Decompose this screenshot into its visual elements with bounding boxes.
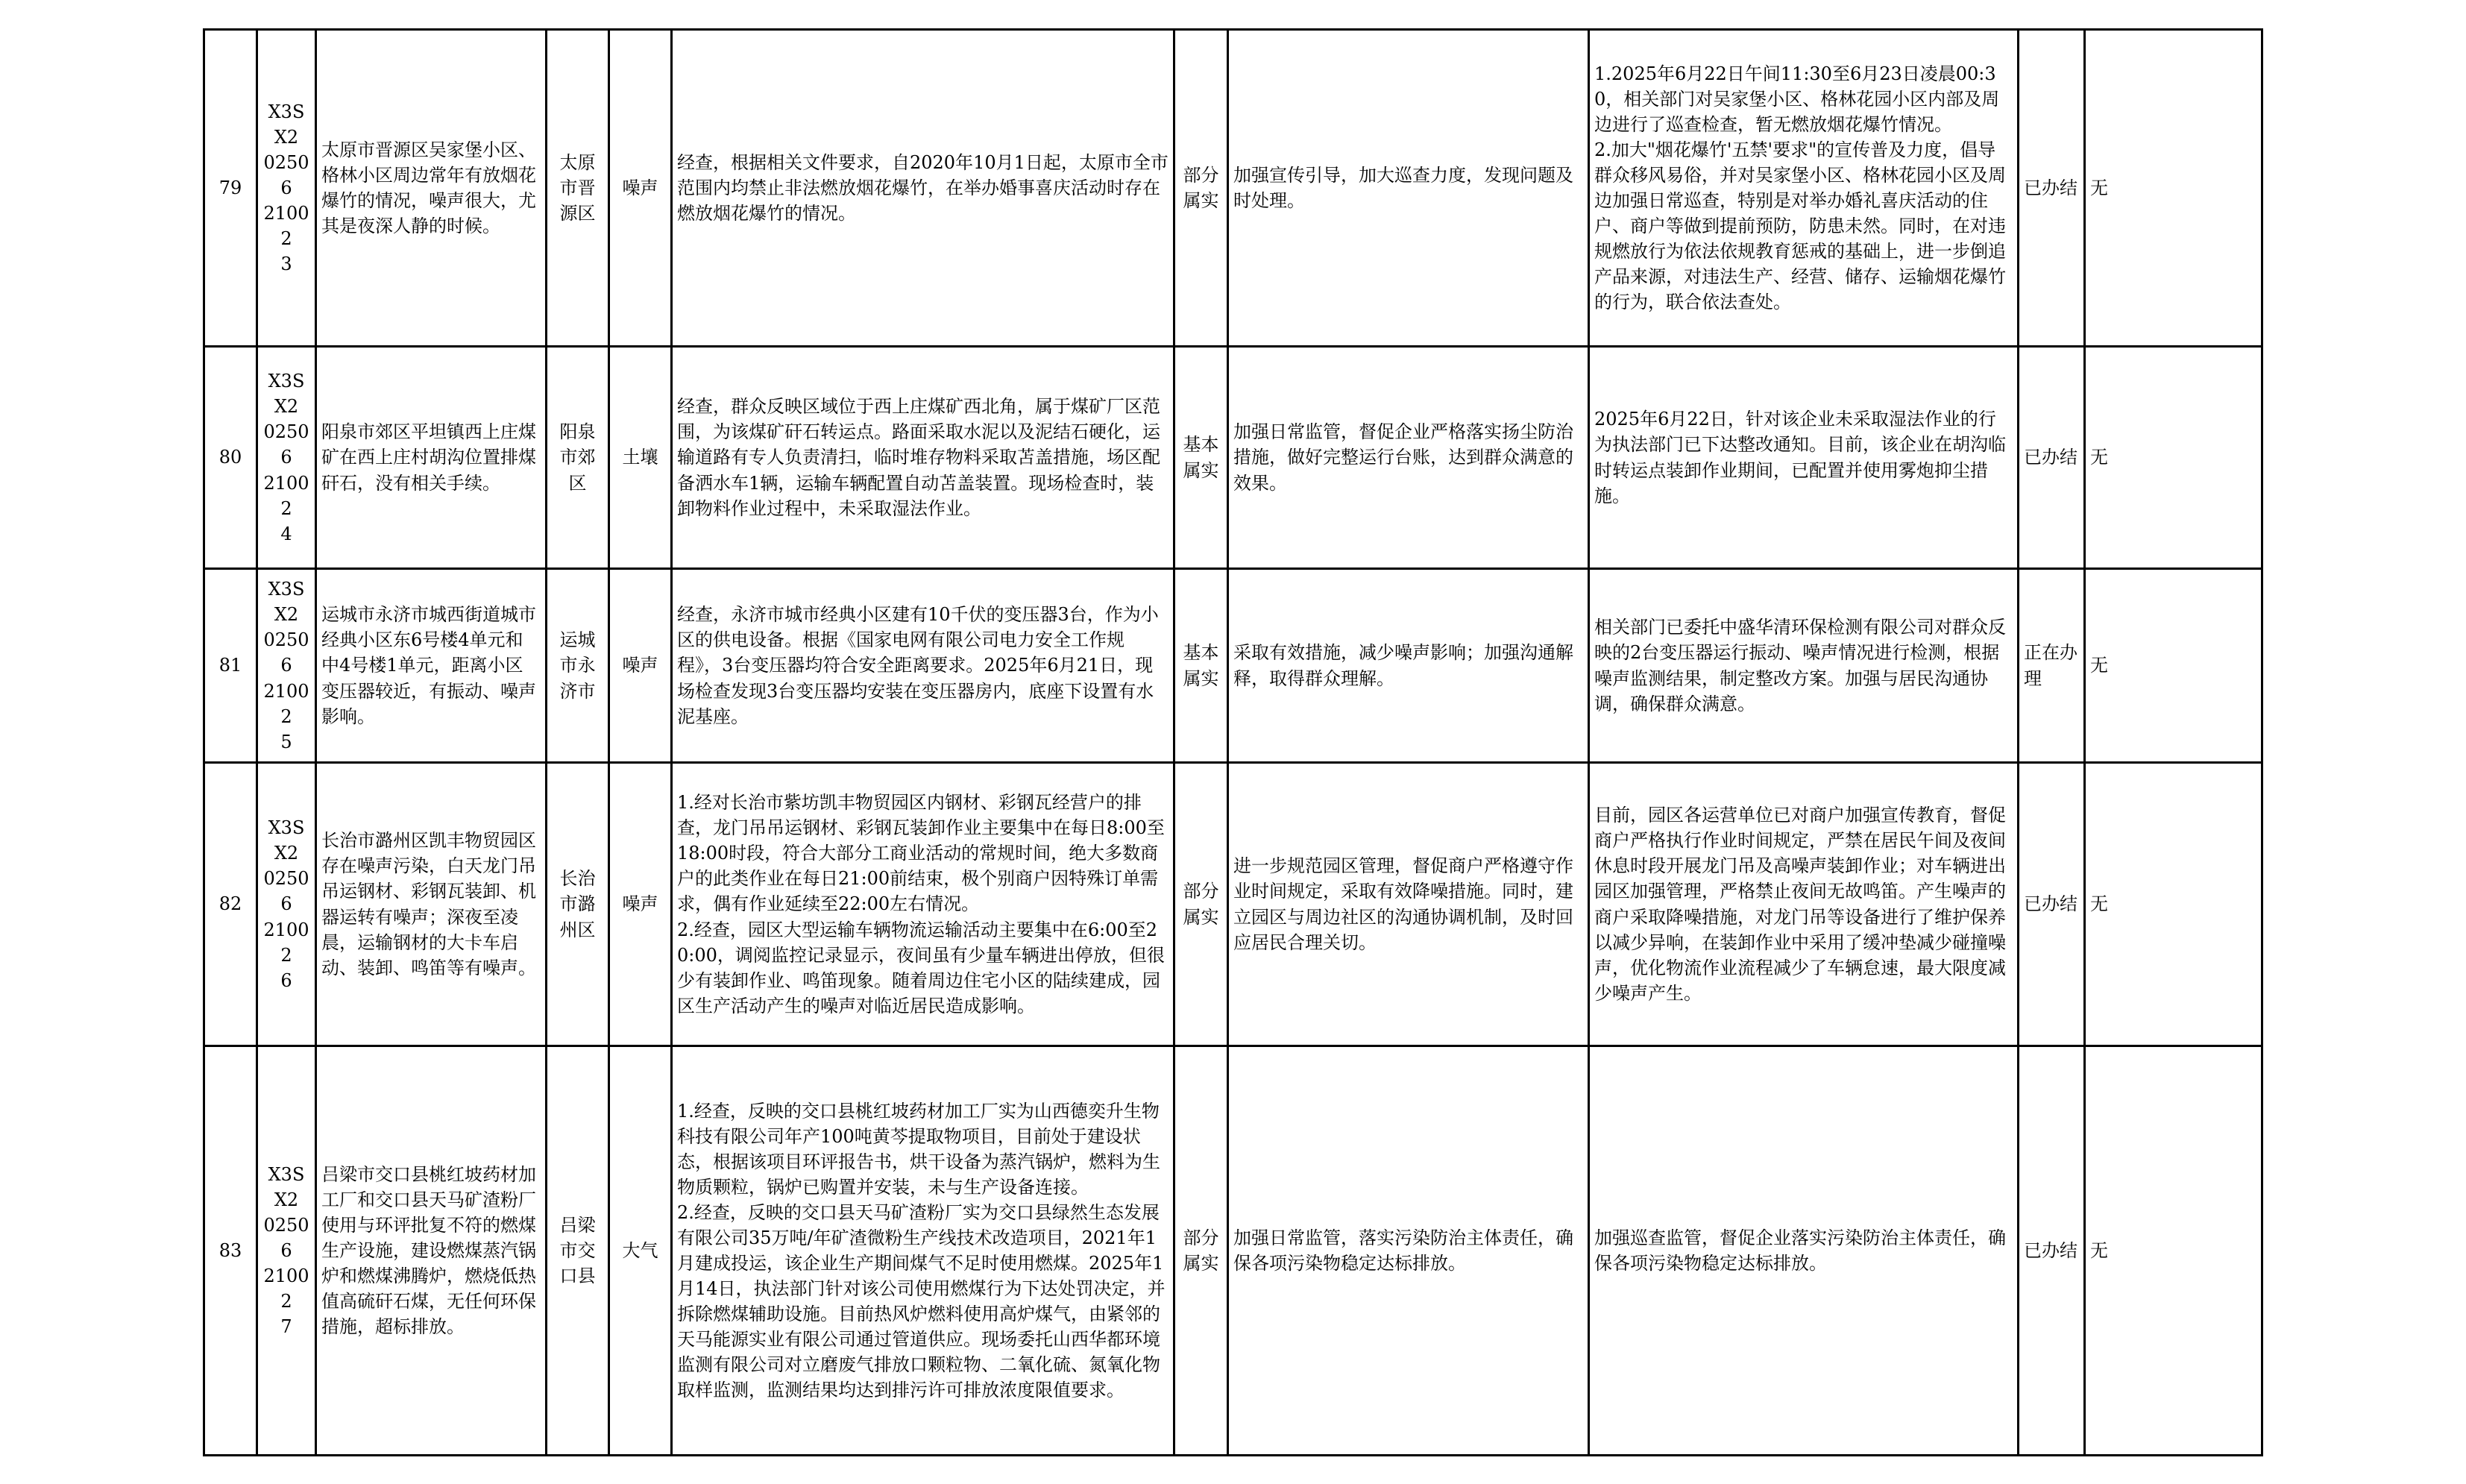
row-number: 83 (218, 1239, 242, 1261)
investigation-result: 经查，永济市城市经典小区建有10千伏的变压器3台，作为小区的供电设备。根据《国家电网有限公司电力安全工作规程》，3台变压器均符合安全距离要求。2025年6月21日，现场检查发现3台变压器均安装在变压器房内，底座下设置有水泥基座。 (677, 604, 1159, 727)
handling-status: 已办结 (2024, 177, 2077, 198)
rectification-progress-cell (1589, 1046, 2019, 1456)
row-number-cell (204, 347, 257, 569)
handling-status-cell (2019, 569, 2085, 763)
investigation-result-cell (672, 1046, 1174, 1456)
row-number: 79 (218, 177, 242, 198)
complaint-content: 长治市潞州区凯丰物贸园区存在噪声污染，白天龙门吊吊运钢材、彩钢瓦装卸、机器运转有噪声；深夜至凌晨，运输钢材的大卡车启动、装卸、鸣笛等有噪声。 (321, 830, 536, 978)
administrative-area-cell (547, 347, 609, 569)
pollution-type-cell (609, 347, 672, 569)
administrative-area-cell (547, 30, 609, 347)
case-code-cell (257, 1046, 316, 1456)
rectification-progress: 相关部门已委托中盛华清环保检测有限公司对群众反映的2台变压器运行振动、噪声情况进行检测，根据噪声监测结果，制定整改方案。加强与居民沟通协调，确保群众满意。 (1594, 617, 2006, 714)
case-table (203, 28, 2263, 1456)
complaint-content: 运城市永济市城西街道城市经典小区东6号楼4单元和中4号楼1单元，距离小区变压器较近，有振动、噪声影响。 (321, 604, 536, 727)
handling-status: 已办结 (2024, 447, 2077, 468)
handling-status-cell (2019, 1046, 2085, 1456)
rectification-plan: 采取有效措施，减少噪声影响；加强沟通解释，取得群众理解。 (1233, 642, 1573, 689)
complaint-content-cell (316, 763, 547, 1046)
administrative-area: 运城市永济市 (559, 629, 596, 702)
pollution-type: 噪声 (622, 177, 658, 198)
table-row (204, 347, 2262, 569)
case-code: X3SX2 02506 21002 3 (263, 101, 309, 275)
case-code-cell (257, 347, 316, 569)
pollution-type: 大气 (622, 1239, 658, 1261)
verification-verdict: 基本属实 (1183, 434, 1219, 481)
row-number-cell (204, 1046, 257, 1456)
administrative-area: 太原市晋源区 (559, 151, 596, 224)
investigation-result-cell (672, 347, 1174, 569)
investigation-result-cell (672, 30, 1174, 347)
rectification-plan-cell (1228, 30, 1589, 347)
case-code: X3SX2 02506 21002 7 (263, 1163, 309, 1338)
rectification-plan-cell (1228, 347, 1589, 569)
case-code: X3SX2 02506 21002 6 (263, 817, 309, 991)
complaint-content-cell (316, 1046, 547, 1456)
row-number-cell (204, 569, 257, 763)
row-number: 81 (218, 655, 242, 676)
rectification-progress-cell (1589, 763, 2019, 1046)
handling-status: 已办结 (2024, 1239, 2077, 1261)
administrative-area-cell (547, 763, 609, 1046)
complaint-content-cell (316, 347, 547, 569)
investigation-result-cell (672, 763, 1174, 1046)
verification-verdict-cell (1174, 763, 1228, 1046)
handling-status-cell (2019, 30, 2085, 347)
investigation-result: 1.经查，反映的交口县桃红坡药材加工厂实为山西德奕升生物科技有限公司年产100吨黄芩提取物项目，目前处于建设状态，根据该项目环评报告书，烘干设备为蒸汽锅炉，燃料为生物质颗粒，锅炉已购置并安装，未与生产设备连接。 2.经查，反映的交口县天马矿渣粉厂实为交口县绿然生态发展有限公司35万吨/年矿渣微粉生产线技术改造项目，2021年1月建成投运，该企业生产期间煤气不足时使用燃煤。2025年1月14日，执法部门针对该公司使用燃煤行为下达处罚决定，并拆除燃煤辅助设施。目前热风炉燃料使用高炉煤气，由紧邻的天马能源实业有限公司通过管道供应。现场委托山西华都环境监测有限公司对立磨废气排放口颗粒物、二氧化硫、氮氧化物取样监测，监测结果均达到排污许可排放浓度限值要求。 (677, 1100, 1166, 1401)
complaint-content-cell (316, 569, 547, 763)
row-number: 82 (218, 893, 242, 915)
verification-verdict: 部分属实 (1183, 1227, 1219, 1274)
verification-verdict: 部分属实 (1183, 164, 1219, 211)
verification-verdict-cell (1174, 30, 1228, 347)
case-code-cell (257, 763, 316, 1046)
verification-verdict-cell (1174, 1046, 1228, 1456)
accountability-result-cell (2085, 30, 2262, 347)
investigation-result: 经查，群众反映区域位于西上庄煤矿西北角，属于煤矿厂区范围，为该煤矿矸石转运点。路面采取水泥以及泥结石硬化，运输道路有专人负责清扫，临时堆存物料采取苫盖措施，场区配备洒水车1辆，运输车辆配置自动苫盖装置。现场检查时，装卸物料作业过程中，未采取湿法作业。 (677, 396, 1160, 519)
accountability-result-cell (2085, 347, 2262, 569)
table-row (204, 30, 2262, 347)
case-code-cell (257, 569, 316, 763)
pollution-type-cell (609, 1046, 672, 1456)
handling-status-cell (2019, 347, 2085, 569)
accountability-result: 无 (2090, 447, 2108, 468)
verification-verdict: 部分属实 (1183, 881, 1219, 928)
accountability-result: 无 (2090, 655, 2108, 676)
pollution-type-cell (609, 30, 672, 347)
investigation-result: 1.经对长治市紫坊凯丰物贸园区内钢材、彩钢瓦经营户的排查，龙门吊吊运钢材、彩钢瓦装卸作业主要集中在每日8:00至18:00时段，符合大部分工商业活动的常规时间，绝大多数商户的此类作业在每日21:00前结束，极个别商户因特殊订单需求，偶有作业延续至22:00左右情况。 2.经查，园区大型运输车辆物流运输活动主要集中在6:00至20:00，调阅监控记录显示，夜间虽有少量车辆进出停放，但很少有装卸作业、鸣笛现象。随着周边住宅小区的陆续建成，园区生产活动产生的噪声对临近居民造成影响。 (677, 792, 1165, 1016)
rectification-progress-cell (1589, 30, 2019, 347)
administrative-area-cell (547, 569, 609, 763)
rectification-plan-cell (1228, 1046, 1589, 1456)
accountability-result: 无 (2090, 177, 2108, 198)
row-number-cell (204, 763, 257, 1046)
verification-verdict: 基本属实 (1183, 642, 1219, 689)
row-number: 80 (218, 447, 242, 468)
pollution-type-cell (609, 763, 672, 1046)
rectification-progress: 目前，园区各运营单位已对商户加强宣传教育，督促商户严格执行作业时间规定，严禁在居民午间及夜间休息时段开展龙门吊及高噪声装卸作业；对车辆进出园区加强管理，严格禁止夜间无故鸣笛。产生噪声的商户采取降噪措施，对龙门吊等设备进行了维护保养以减少异响，在装卸作业中采用了缓冲垫减少碰撞噪声，优化物流作业流程减少了车辆怠速，最大限度减少噪声产生。 (1594, 805, 2006, 1004)
case-code: X3SX2 02506 21002 5 (263, 579, 309, 752)
accountability-result-cell (2085, 569, 2262, 763)
verification-verdict-cell (1174, 569, 1228, 763)
accountability-result-cell (2085, 763, 2262, 1046)
investigation-result-cell (672, 569, 1174, 763)
rectification-progress: 2025年6月22日，针对该企业未采取湿法作业的行为执法部门已下达整改通知。目前，该企业在胡沟临时转运点装卸作业期间，已配置并使用雾炮抑尘措施。 (1594, 409, 2006, 506)
table-row (204, 569, 2262, 763)
table-row (204, 1046, 2262, 1456)
complaint-content-cell (316, 30, 547, 347)
rectification-plan: 加强日常监管，落实污染防治主体责任，确保各项污染物稳定达标排放。 (1233, 1227, 1573, 1274)
rectification-plan: 进一步规范园区管理，督促商户严格遵守作业时间规定，采取有效降噪措施。同时，建立园区与周边社区的沟通协调机制，及时回应居民合理关切。 (1233, 855, 1573, 953)
handling-status-cell (2019, 763, 2085, 1046)
pollution-type: 噪声 (622, 893, 658, 915)
pollution-type: 噪声 (622, 655, 658, 676)
rectification-plan: 加强宣传引导，加大巡查力度，发现问题及时处理。 (1233, 164, 1573, 211)
table-body (204, 30, 2262, 1456)
administrative-area-cell (547, 1046, 609, 1456)
complaint-content: 太原市晋源区吴家堡小区、格林小区周边常年有放烟花爆竹的情况，噪声很大，尤其是夜深人静的时候。 (321, 139, 536, 237)
rectification-progress: 加强巡查监管，督促企业落实污染防治主体责任，确保各项污染物稳定达标排放。 (1594, 1227, 2006, 1274)
rectification-plan: 加强日常监管，督促企业严格落实扬尘防治措施，做好完整运行台账，达到群众满意的效果。 (1233, 421, 1573, 494)
administrative-area: 长治市潞州区 (559, 868, 596, 940)
table-row (204, 763, 2262, 1046)
rectification-progress: 1.2025年6月22日午间11:30至6月23日凌晨00:30，相关部门对吴家堡小区、格林花园小区内部及周边进行了巡查检查，暂无燃放烟花爆竹情况。 2.加大"烟花爆竹'五禁'要求"的宣传普及力度，倡导群众移风易俗，并对吴家堡小区、格林花园小区及周边加强日常巡查，特别是对举办婚礼喜庆活动的住户、商户等做到提前预防，防患未然。同时，在对违规燃放行为依法依规教育惩戒的基础上，进一步倒追产品来源，对违法生产、经营、储存、运输烟花爆竹的行为，联合依法查处。 (1594, 63, 2006, 313)
rectification-progress-cell (1589, 347, 2019, 569)
administrative-area: 阳泉市郊区 (559, 421, 596, 494)
rectification-progress-cell (1589, 569, 2019, 763)
row-number-cell (204, 30, 257, 347)
complaint-content: 阳泉市郊区平坦镇西上庄煤矿在西上庄村胡沟位置排煤矸石，没有相关手续。 (321, 421, 536, 494)
accountability-result-cell (2085, 1046, 2262, 1456)
pollution-type: 土壤 (622, 447, 658, 468)
investigation-result: 经查，根据相关文件要求，自2020年10月1日起，太原市全市范围内均禁止非法燃放烟花爆竹，在举办婚事喜庆活动时存在燃放烟花爆竹的情况。 (677, 151, 1168, 224)
accountability-result: 无 (2090, 1239, 2108, 1261)
handling-status: 正在办理 (2024, 642, 2077, 689)
rectification-plan-cell (1228, 763, 1589, 1046)
handling-status: 已办结 (2024, 893, 2077, 915)
accountability-result: 无 (2090, 893, 2108, 915)
verification-verdict-cell (1174, 347, 1228, 569)
case-code-cell (257, 30, 316, 347)
complaint-content: 吕梁市交口县桃红坡药材加工厂和交口县天马矿渣粉厂使用与环评批复不符的燃煤生产设施，建设燃煤蒸汽锅炉和燃煤沸腾炉，燃烧低热值高硫矸石煤，无任何环保措施，超标排放。 (321, 1163, 536, 1338)
case-code: X3SX2 02506 21002 4 (263, 371, 309, 544)
rectification-plan-cell (1228, 569, 1589, 763)
administrative-area: 吕梁市交口县 (559, 1214, 596, 1287)
pollution-type-cell (609, 569, 672, 763)
